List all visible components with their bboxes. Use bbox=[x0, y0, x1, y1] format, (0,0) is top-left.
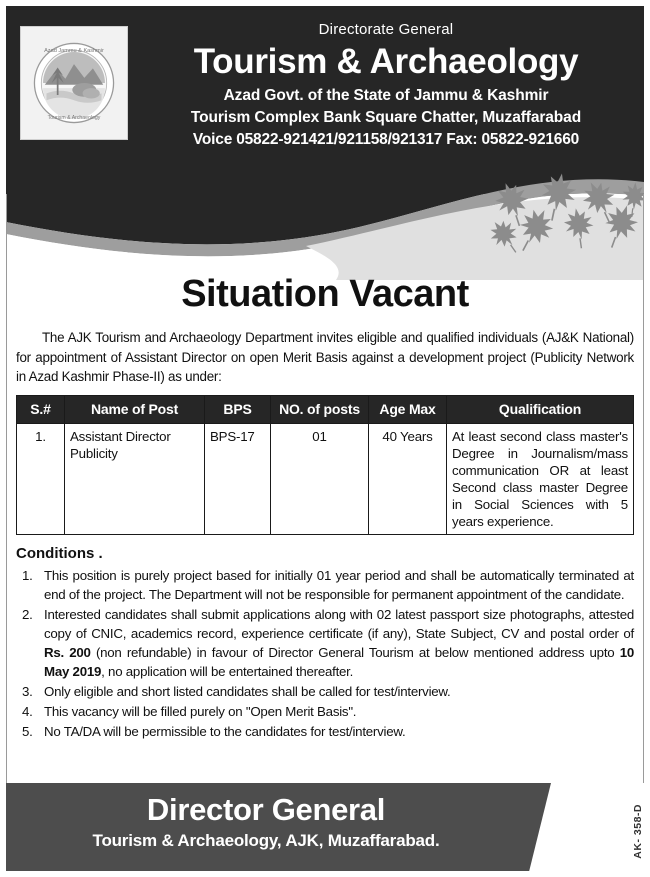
condition-item-1 bbox=[16, 566, 634, 604]
condition-text: This position is purely project based for initially 01 year period and shall be automatically terminated at end of the project. The Department will not be responsible for permanent appointment of the candidate. bbox=[44, 567, 634, 602]
footer-text-block bbox=[6, 783, 526, 853]
emblem-icon bbox=[31, 40, 117, 126]
fee-amount: Rs. 200 bbox=[44, 644, 91, 660]
table-header-row bbox=[17, 395, 634, 423]
department-title: Tourism & Archaeology bbox=[193, 42, 579, 81]
condition-text: This vacancy will be filled purely on "Open Merit Basis". bbox=[44, 703, 357, 719]
vacancy-table bbox=[16, 395, 634, 535]
condition-item-5 bbox=[16, 722, 634, 741]
column-header-post: Name of Post bbox=[65, 395, 205, 423]
column-header-posts: NO. of posts bbox=[271, 395, 369, 423]
condition-number: 2. bbox=[22, 606, 33, 622]
reference-code: AK- 358-D bbox=[632, 804, 644, 859]
header-text-block bbox=[136, 20, 636, 151]
cell-no-of-posts: 01 bbox=[271, 423, 369, 534]
cell-bps: BPS-17 bbox=[205, 423, 271, 534]
conditions-heading: Conditions . bbox=[16, 544, 103, 562]
cell-post-name: Assistant Director Publicity bbox=[65, 423, 205, 534]
contact-line: Voice 05822-921421/921158/921317 Fax: 05822-921660 bbox=[192, 131, 580, 148]
svg-text:Azad Jammu & Kashmir: Azad Jammu & Kashmir bbox=[44, 48, 104, 55]
column-header-age: Age Max bbox=[369, 395, 447, 423]
cell-qualification: At least second class master's Degree in Journalism/mass communication OR at least Second class master Degree in Social Sciences with 5 years experience. bbox=[447, 423, 634, 534]
condition-text: Only eligible and short listed candidates shall be called for test/interview. bbox=[44, 683, 451, 699]
condition-item-2 bbox=[16, 605, 634, 681]
condition-text-middle: (non refundable) in favour of Director General Tourism at below mentioned address upto bbox=[90, 644, 620, 660]
condition-number: 5. bbox=[22, 723, 33, 739]
directorate-label: Directorate General bbox=[318, 21, 454, 38]
cell-age-max: 40 Years bbox=[369, 423, 447, 534]
svg-text:Tourism & Archaeology: Tourism & Archaeology bbox=[47, 115, 101, 122]
condition-number: 4. bbox=[22, 703, 33, 719]
footer-banner bbox=[6, 783, 644, 871]
intro-paragraph: The AJK Tourism and Archaeology Department invites eligible and qualified individuals (AJ&K National) for appointment of Assistant Director on open Merit Basis against a development project (Publicity Network in Azad Kashmir Phase-II) as under: bbox=[16, 330, 634, 384]
department-logo bbox=[20, 26, 128, 140]
deadline-date: 10 May 2019 bbox=[44, 644, 634, 679]
page-title: Situation Vacant bbox=[181, 273, 469, 315]
condition-number: 3. bbox=[22, 683, 33, 699]
table-row bbox=[17, 423, 634, 534]
main-content bbox=[6, 262, 644, 742]
condition-number: 1. bbox=[22, 567, 33, 583]
condition-item-4 bbox=[16, 702, 634, 721]
column-header-qualification: Qualification bbox=[447, 395, 634, 423]
address-line: Tourism Complex Bank Square Chatter, Muzaffarabad bbox=[190, 109, 582, 126]
condition-text-suffix: , no application will be entertained thereafter. bbox=[101, 663, 354, 679]
cell-sno: 1. bbox=[17, 423, 65, 534]
column-header-sno: S.# bbox=[17, 395, 65, 423]
condition-text-prefix: Interested candidates shall submit applications along with 02 latest passport size photographs, attested copy of CNIC, academics record, experience certificate (if any), State Subject, CV and postal order of bbox=[44, 606, 634, 641]
condition-item-3 bbox=[16, 682, 634, 701]
table-body bbox=[17, 423, 634, 534]
government-line: Azad Govt. of the State of Jammu & Kashmir bbox=[223, 87, 549, 104]
signatory-department: Tourism & Archaeology, AJK, Muzaffarabad. bbox=[92, 831, 440, 850]
signatory-title: Director General bbox=[146, 792, 386, 827]
table-header bbox=[17, 395, 634, 423]
condition-text: No TA/DA will be permissible to the candidates for test/interview. bbox=[44, 723, 406, 739]
conditions-list bbox=[16, 566, 634, 741]
column-header-bps: BPS bbox=[205, 395, 271, 423]
